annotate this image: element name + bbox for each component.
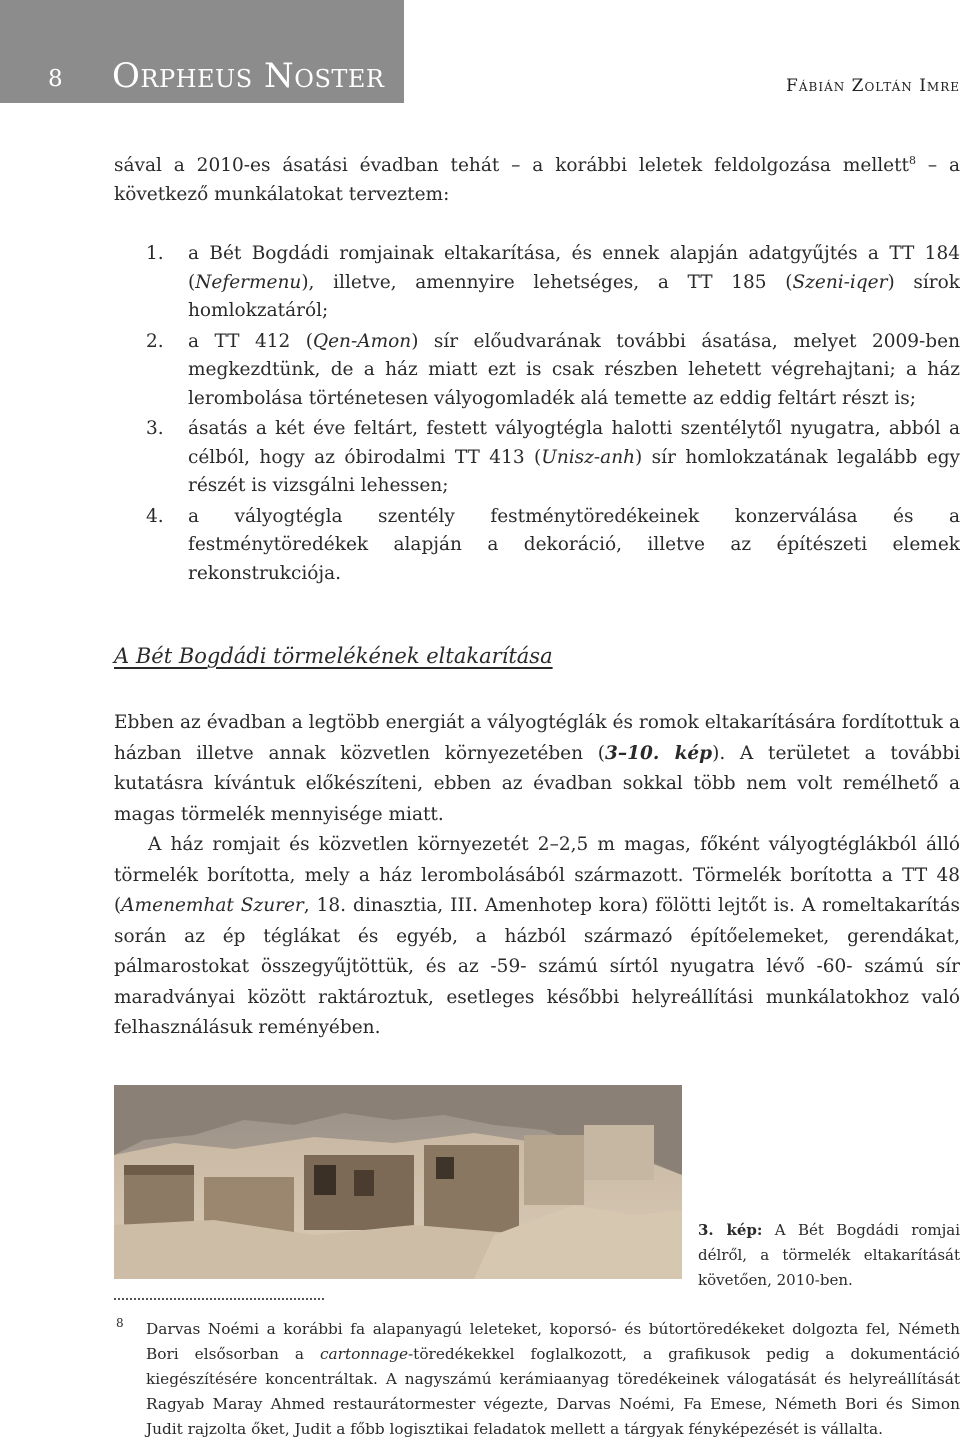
main-content: [114, 152, 960, 1044]
list-item: 1. a Bét Bogdádi romjainak eltakarítása, és ennek alapján adatgyűjtés a TT 184 (Nefermenu), illetve, amennyire lehetséges, a TT 185 (Szeni-iqer) sírok homlokzatáról;: [146, 243, 960, 321]
running-head-author: Fábián Zoltán Imre: [786, 76, 960, 96]
body-text: [114, 708, 960, 1044]
header-band: [0, 0, 404, 103]
footnote: 8 Darvas Noémi a korábbi fa alapanyagú leleteket, koporsó- és bútortöredékeket dolgozta fel, Németh Bori elsősorban a cartonnage-töredékekkel foglalkozott, a grafikusok pedig a dokumentáció kiegészítésére koncentráltak. A nagyszámú kerámiaanyag töredékeinek válogatását és helyreállítását Ragyab Maray Ahmed restaurátormester végezte, Darvas Noémi, Fa Emese, Németh Bori és Simon Judit rajzolta őket, Judit a főbb logisztikai feladatok mellett a tárgyak fényképezését is vállalta.: [146, 1317, 960, 1442]
figure-ref[interactable]: 3–10. kép: [604, 742, 713, 764]
intro-paragraph: sával a 2010-es ásatási évadban tehát – a korábbi leletek feldolgozása mellett$^8$ – a következő munkálatokat terveztem:: [114, 153, 960, 205]
footnote-separator: [114, 1298, 324, 1300]
footnote-ref[interactable]: 8: [908, 153, 916, 167]
journal-title: Orpheus Noster: [112, 56, 385, 96]
body-paragraph: A ház romjait és közvetlen környezetét 2–2,5 m magas, főként vályogtéglákból álló törmelék borította, mely a ház lerombolásából származott. Törmelék borította a TT 48 (Amenemhat Szurer, 18. dinasztia, III. Amenhotep kora) fölötti lejtőt is. A romeltakarítás során az ép téglákat és egyéb, a házból származó építőelemeket, gerendákat, pálmarostokat összegyűjtöttük, és az -59- számú sírtól nyugatra lévő -60- számú sír maradványai között raktároztuk, esetleges későbbi helyreállítási munkálatokhoz való felhasználásuk reményében.: [114, 834, 960, 1038]
task-list: [114, 240, 960, 588]
body-paragraph: Ebben az évadban a legtöbb energiát a vályogtéglák és romok eltakarítására fordítottuk a házban illetve annak közvetlen környezetében (3–10. kép). A területet a további kutatásra kívántuk előkészíteni, ebben az évadban sokkal több nem volt remélhető a magas törmelék mennyisége miatt.: [114, 712, 960, 825]
section-heading: A Bét Bogdádi törmelékének eltakarítása: [114, 644, 553, 668]
list-item: 3. ásatás a két éve feltárt, festett vályogtégla halotti szentélytől nyugatra, abból a célból, hogy az óbirodalmi TT 413 (Unisz-anh) sír homlokzatának legalább egy részét is vizsgálni lehessen;: [146, 418, 960, 496]
footnote-number: 8: [116, 1316, 124, 1330]
figure-caption: 3. kép: A Bét Bogdádi romjai délről, a törmelék eltakarítását követően, 2010-ben.: [698, 1221, 960, 1289]
page-number: 8: [48, 66, 63, 92]
figure-label: 3. kép:: [698, 1221, 763, 1239]
ruins-photo: [114, 1085, 682, 1279]
list-item: 4. a vályogtégla szentély festménytöredékeinek konzerválása és a festménytöredékek alapján a dekoráció, illetve az építészeti elemek rekonstrukciója.: [146, 505, 960, 584]
list-item: 2. a TT 412 (Qen-Amon) sír előudvarának további ásatása, melyet 2009-ben megkezdtünk, de a ház miatt ezt is csak részben lehetett végrehajtani; a ház lerombolása történetesen vályogomladék alá temette az eddig feltárt részt is;: [146, 330, 960, 409]
